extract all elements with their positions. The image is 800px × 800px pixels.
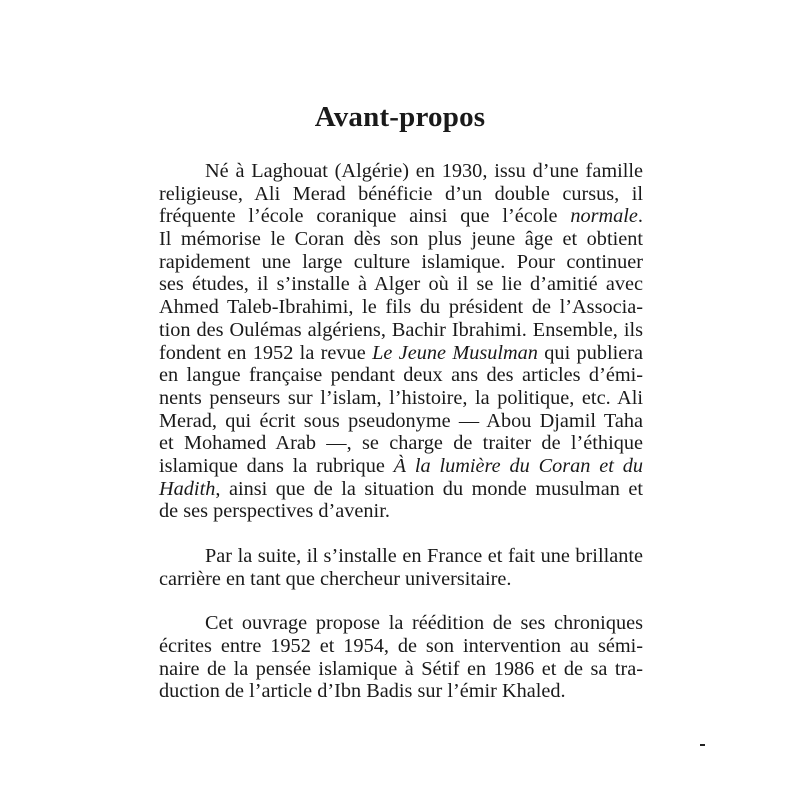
text-segment: nents penseurs sur l’islam, l’histoire, la politique, etc. Ali xyxy=(159,386,643,409)
text-segment: religieuse, Ali Merad bénéficie d’un double cursus, il xyxy=(159,182,643,205)
text-segment: Cet ouvrage propose la réédition de ses chroniques xyxy=(205,612,643,635)
text-segment: de ses perspectives d’avenir. xyxy=(159,500,390,523)
text-segment: , ainsi que de la situation du monde musulman et xyxy=(215,477,643,500)
text-line xyxy=(159,319,643,342)
text-line xyxy=(159,658,643,681)
text-line xyxy=(159,205,643,228)
italic-text: normale xyxy=(570,205,638,228)
text-segment: Merad, qui écrit sous pseudonyme — Abou Djamil Taha xyxy=(159,409,643,432)
page-title: Avant-propos xyxy=(314,101,486,134)
text-segment: . xyxy=(637,205,643,228)
text-line xyxy=(159,228,643,251)
text-segment: naire de la pensée islamique à Sétif en 1986 et de sa tra- xyxy=(159,657,643,680)
text-line xyxy=(159,612,643,635)
paragraph xyxy=(159,612,643,703)
text-segment: Ahmed Taleb-Ibrahimi, le fils du président de l’Associa- xyxy=(159,296,643,319)
text-line xyxy=(159,455,643,478)
text-line xyxy=(159,432,643,455)
paragraph xyxy=(159,545,643,590)
text-segment: fondent en 1952 la revue xyxy=(159,341,373,364)
text-line xyxy=(159,296,643,319)
text-line xyxy=(159,410,643,433)
body-text xyxy=(159,160,643,725)
text-segment: Il mémorise le Coran dès son plus jeune âge et obtient xyxy=(159,228,643,251)
text-segment: tion des Oulémas algériens, Bachir Ibrahimi. Ensemble, ils xyxy=(159,318,643,341)
text-segment: fréquente l’école coranique ainsi que l’école xyxy=(159,205,571,228)
text-line xyxy=(159,183,643,206)
text-segment: Né à Laghouat (Algérie) en 1930, issu d’une famille xyxy=(205,160,643,182)
text-segment: écrites entre 1952 et 1954, de son intervention au sémi- xyxy=(159,635,643,658)
text-line xyxy=(159,273,643,296)
text-segment: carrière en tant que chercheur universitaire. xyxy=(159,567,512,590)
text-segment: et Mohamed Arab —, se charge de traiter de l’éthique xyxy=(159,432,643,455)
page-mark xyxy=(700,744,705,746)
text-line xyxy=(159,635,643,658)
italic-text: Le Jeune Musulman xyxy=(372,341,538,364)
text-segment: rapidement une large culture islamique. Pour continuer xyxy=(159,250,643,273)
text-line xyxy=(159,251,643,274)
text-segment: ses études, il s’installe à Alger où il se lie d’amitié avec xyxy=(159,273,643,296)
text-line xyxy=(159,160,643,183)
text-line xyxy=(159,478,643,501)
text-line xyxy=(159,568,643,591)
text-line xyxy=(159,500,643,523)
text-segment: qui publiera xyxy=(537,341,644,364)
italic-text: Hadith xyxy=(159,477,216,500)
text-line xyxy=(159,545,643,568)
paragraph xyxy=(159,160,643,523)
text-line xyxy=(159,342,643,365)
text-line xyxy=(159,680,643,703)
italic-text: À la lumière du Coran et du xyxy=(393,454,643,477)
text-line xyxy=(159,387,643,410)
text-line xyxy=(159,364,643,387)
text-segment: islamique dans la rubrique xyxy=(159,454,394,477)
text-segment: en langue française pendant deux ans des articles d’émi- xyxy=(159,364,643,387)
text-segment: Par la suite, il s’installe en France et fait une brillante xyxy=(205,545,643,567)
text-segment: duction de l’article d’Ibn Badis sur l’émir Khaled. xyxy=(159,680,566,703)
